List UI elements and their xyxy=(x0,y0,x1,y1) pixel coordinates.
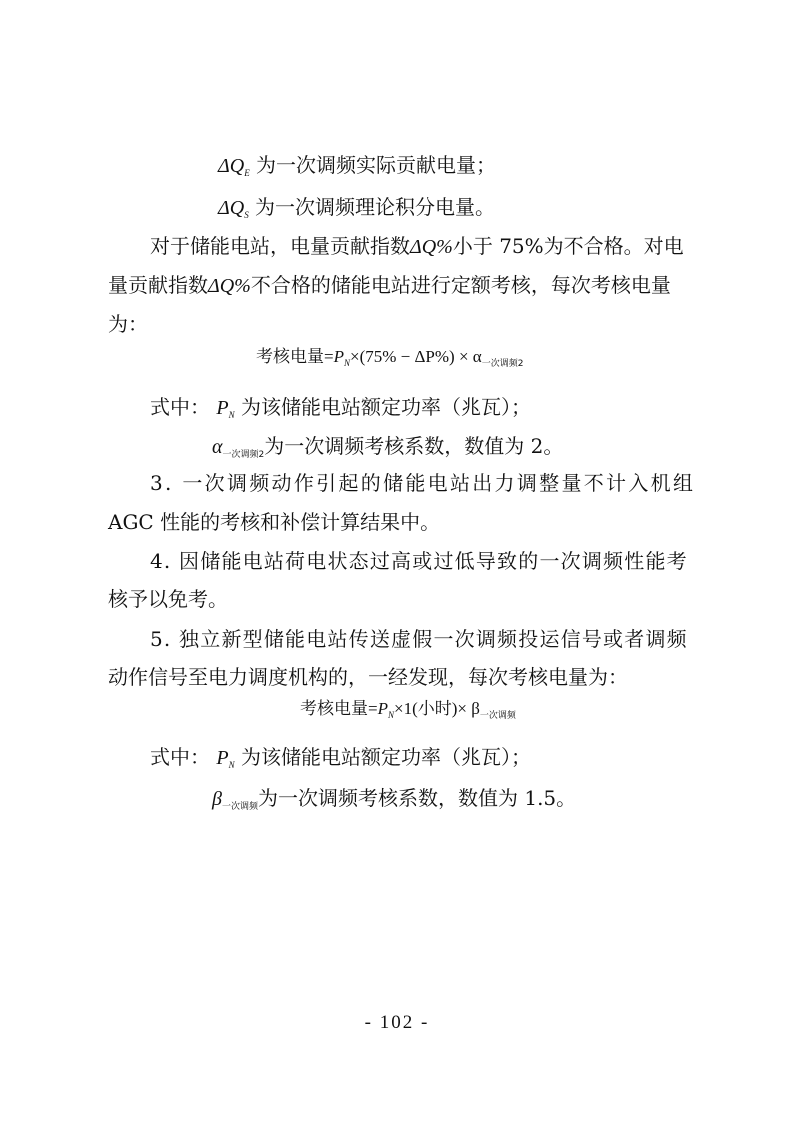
definition-prefix: 式中： xyxy=(150,745,210,769)
paragraph-text: 量贡献指数 xyxy=(108,273,208,297)
paragraph-text: 为： xyxy=(108,312,148,336)
item-text: AGC 性能的考核和补偿计算结果中。 xyxy=(108,510,441,534)
equals-sign: = xyxy=(368,699,378,718)
definition-text: 为一次调频理论积分电量。 xyxy=(255,195,496,219)
formula-1 xyxy=(256,345,523,376)
delta-q-symbol: ΔQ xyxy=(218,155,245,177)
p-symbol: P xyxy=(377,699,388,718)
paragraph-line xyxy=(108,272,671,299)
subscript-e: E xyxy=(244,168,250,178)
p-symbol: P xyxy=(216,397,229,419)
p-symbol: P xyxy=(333,347,344,366)
subscript-n: N xyxy=(228,760,235,770)
definition-text: 为一次调频考核系数，数值为 2。 xyxy=(264,434,564,458)
definition-alpha xyxy=(212,433,563,468)
item-3-line-2 xyxy=(108,509,440,535)
item-4-line-2 xyxy=(108,586,228,612)
item-text: 核予以免考。 xyxy=(108,587,228,611)
delta-q-symbol: ΔQ xyxy=(218,197,245,219)
definition-text: 为该储能电站额定功率（兆瓦）； xyxy=(240,745,531,769)
formula-label: 考核电量 xyxy=(256,347,324,367)
paragraph-line xyxy=(150,233,684,260)
item-4-line-1 xyxy=(150,548,688,574)
formula-2 xyxy=(300,697,516,728)
delta-q-percent: ΔQ% xyxy=(208,275,251,297)
definition-text: 为该储能电站额定功率（兆瓦）； xyxy=(240,395,531,419)
formula-expression: ×1(小时)× β xyxy=(394,699,480,718)
item-text: 4. 因储能电站荷电状态过高或过低导致的一次调频性能考 xyxy=(150,549,688,573)
formula-subscript: 一次调频2 xyxy=(481,359,524,369)
p-symbol: P xyxy=(216,747,229,769)
definition-pn-2 xyxy=(150,744,531,778)
definition-pn xyxy=(150,394,531,428)
alpha-symbol: α xyxy=(212,436,223,458)
beta-subscript: 一次调频 xyxy=(221,802,258,812)
definition-delta-qs xyxy=(218,194,495,228)
paragraph-line xyxy=(108,311,148,337)
definition-beta xyxy=(212,785,576,820)
definition-delta-qe xyxy=(218,152,496,186)
definition-text: 为一次调频考核系数，数值为 1.5。 xyxy=(257,786,577,810)
item-text: 5. 独立新型储能电站传送虚假一次调频投运信号或者调频 xyxy=(150,627,688,651)
formula-expression: ×(75% − ΔP%) × α xyxy=(350,347,482,366)
paragraph-text: 对于储能电站，电量贡献指数 xyxy=(150,234,410,258)
paragraph-text: 小于 75%为不合格。对电 xyxy=(452,234,684,258)
definition-prefix: 式中： xyxy=(150,395,210,419)
item-3-line-1 xyxy=(150,470,696,496)
formula-subscript: 一次调频 xyxy=(479,711,516,721)
beta-symbol: β xyxy=(212,788,222,810)
formula-label: 考核电量 xyxy=(300,699,368,719)
paragraph-text: 不合格的储能电站进行定额考核，每次考核电量 xyxy=(250,273,671,297)
subscript-n: N xyxy=(343,358,350,368)
item-text: 动作信号至电力调度机构的，一经发现，每次考核电量为： xyxy=(108,665,628,689)
equals-sign: = xyxy=(324,347,334,366)
alpha-subscript: 一次调频2 xyxy=(222,450,265,460)
item-5-line-2 xyxy=(108,664,628,690)
subscript-s: S xyxy=(244,210,249,220)
item-text: 3. 一次调频动作引起的储能电站出力调整量不计入机组 xyxy=(150,471,696,495)
item-5-line-1 xyxy=(150,626,688,652)
page-number: - 102 - xyxy=(364,1012,430,1033)
subscript-n: N xyxy=(387,710,394,720)
definition-text: 为一次调频实际贡献电量； xyxy=(256,153,497,177)
subscript-n: N xyxy=(228,410,235,420)
delta-q-percent: ΔQ% xyxy=(410,236,453,258)
